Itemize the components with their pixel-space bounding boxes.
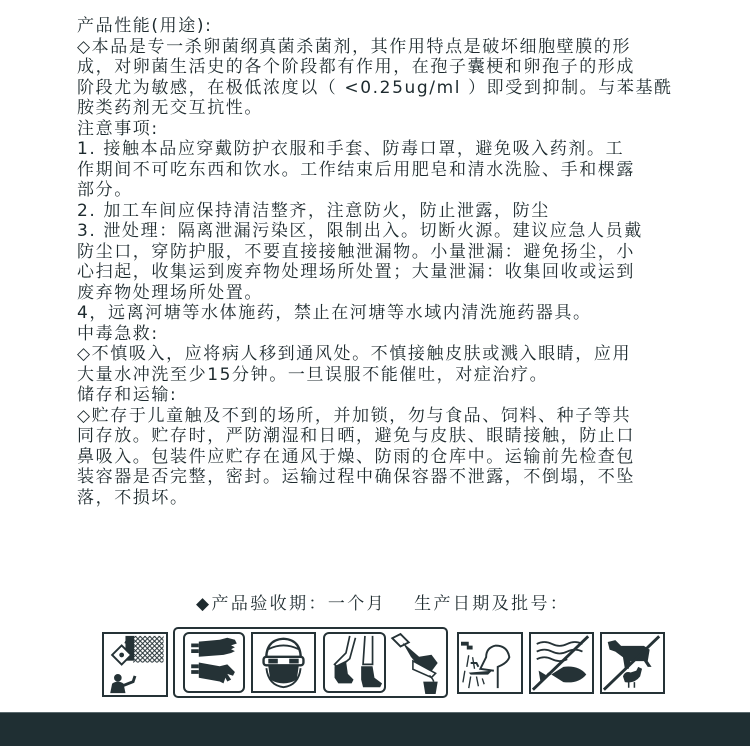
precaution-line: 部分。 xyxy=(77,180,133,200)
wash-after-use-icon xyxy=(457,632,523,694)
acceptance-period: 产品验收期：一个月 xyxy=(211,594,387,614)
precaution-line: 防尘口，穿防护服，不要直接接触泄漏物。小量泄漏：避免扬尘，小 xyxy=(77,241,635,262)
label-body xyxy=(77,16,697,508)
footer-info xyxy=(196,589,569,614)
storage-line: 装容器是否完整，密封。运输过程中确保容器不泄露，不倒塌，不坠 xyxy=(77,467,635,487)
performance-line: 成，对卵菌生活史的各个阶段都有作用，在孢子囊梗和卵孢子的形成 xyxy=(77,57,635,77)
precaution-line: 1. 接触本品应穿戴防护衣服和手套、防毒口罩，避免吸入药剂。工 xyxy=(77,139,625,159)
section-heading-performance: 产品性能(用途): xyxy=(77,16,213,36)
section-heading-precautions: 注意事项: xyxy=(77,118,159,139)
storage-line: 鼻吸入。包装件应贮存在通风于燥、防雨的仓库中。运输前先检查包 xyxy=(77,446,635,467)
storage-line: 同存放。贮存时，严防潮湿和日晒，避免与皮肤、眼睛接触，防止口 xyxy=(77,426,635,446)
performance-line: ◇本品是专一杀卵菌纲真菌杀菌剂，其作用特点是破坏细胞壁膜的形 xyxy=(77,36,632,57)
harmful-to-livestock-poultry-icon xyxy=(600,632,665,694)
precaution-line: 作期间不可吃东西和饮水。工作结束后用肥皂和清水洗脸、手和棵露 xyxy=(77,159,635,180)
precaution-line: 4，远离河塘等水体施药，禁止在河塘等水域内清洗施药器具。 xyxy=(77,303,592,323)
storage-line: 落，不损坏。 xyxy=(77,487,189,508)
harmful-to-fish-icon xyxy=(529,632,594,694)
performance-line: 阶段尤为敏感，在极低浓度以（ <0.25ug/ml ）即受到抑制。与苯基酰 xyxy=(77,77,673,98)
bottom-bar xyxy=(0,712,750,746)
handle-with-gloves-pour-icon xyxy=(390,632,442,694)
precaution-line: 心扫起，收集运到废弃物处理场所处置；大量泄漏：收集回收或运到 xyxy=(77,262,635,282)
wear-mask-goggles-icon xyxy=(251,632,316,693)
section-heading-storage: 储存和运输: xyxy=(77,385,178,405)
locked-storage-away-from-children-icon xyxy=(102,632,168,697)
section-heading-first-aid: 中毒急救: xyxy=(77,323,159,344)
first-aid-line: 大量水冲洗至少15分钟。一旦误服不能催吐，对症治疗。 xyxy=(77,364,549,385)
production-date-batch-label: 生产日期及批号： xyxy=(414,594,570,614)
first-aid-line: ◇不慎吸入，应将病人移到通风处。不慎接触皮肤或溅入眼睛，应用 xyxy=(77,344,632,364)
performance-line: 胺类药剂无交互抗性。 xyxy=(77,98,263,118)
precaution-line: 2. 加工车间应保持清洁整齐，注意防火，防止泄露，防尘 xyxy=(77,200,550,221)
precaution-line: 3. 泄处理：隔离泄漏污染区，限制出入。切断火源。建议应急人员戴 xyxy=(77,221,643,241)
storage-line: ◇贮存于儿童触及不到的场所，并加锁，勿与食品、饲料、种子等共 xyxy=(77,405,632,426)
wear-boots-icon xyxy=(323,632,386,693)
diamond-bullet-icon: ◆ xyxy=(196,594,212,614)
precaution-line: 废弃物处理场所处置。 xyxy=(77,282,263,303)
wear-gloves-icon xyxy=(183,632,245,693)
